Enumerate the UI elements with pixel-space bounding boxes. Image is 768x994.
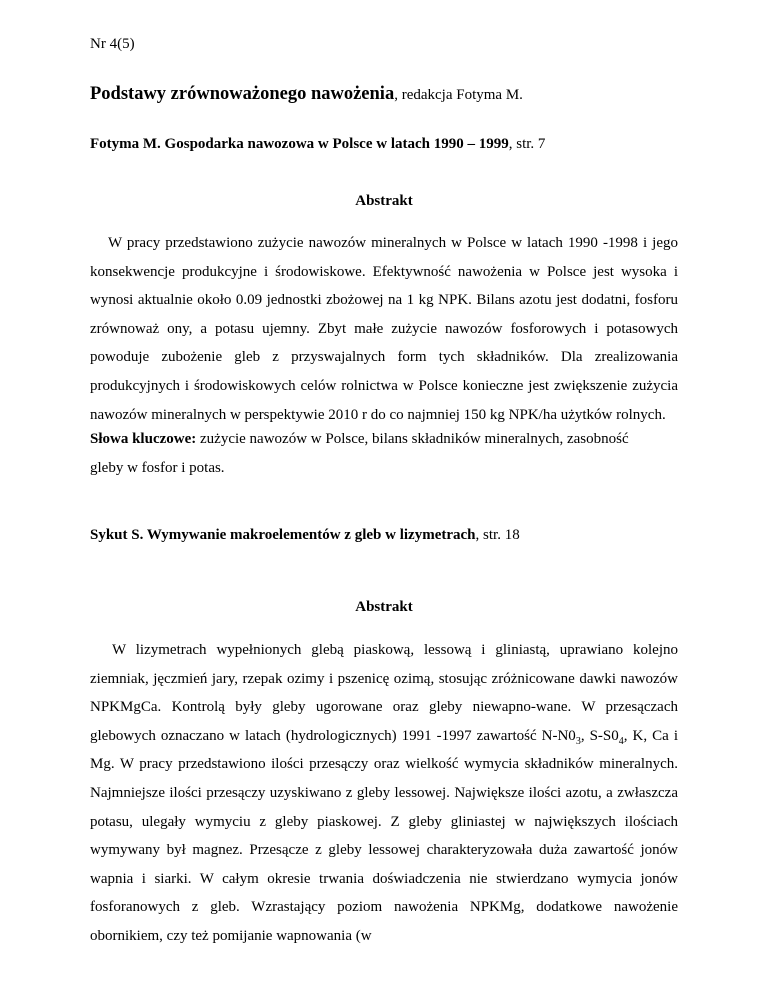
article-2-heading	[90, 527, 520, 544]
keywords-label: Słowa kluczowe:	[90, 431, 197, 447]
nitrate-subscript: 3	[575, 735, 581, 747]
article-1-keywords	[90, 425, 678, 482]
article-2-abstract-heading: Abstrakt	[355, 599, 413, 615]
book-editor: , redakcja Fotyma M.	[394, 87, 523, 103]
article-2-abstract-part3: , K, Ca i Mg. W pracy przedstawiono ilości przesączy oraz wielkość wymycia składników mineralnych. Najmniejsze ilości przesączy uzyskiwano z gleby lessowej. Największe ilości azotu, a zwłaszcza potasu, ulegały wymyciu z gleby piaskowej. Z gleby gliniastej w największych ilościach wymywany był magnez. Przesącze z gleby lessowej charakteryzowała duża zawartość jonów wapnia i siarki. W całym okresie trwania doświadczenia nie stwierdzano wymycia jonów fosforanowych z gleb. Wzrastający poziom nawożenia NPKMg, dodatkowe nawożenie obornikiem, czy też pomijanie wapnowania (w	[90, 727, 678, 944]
issue-number: Nr 4(5)	[90, 36, 135, 52]
article-2-abstract-part1: W lizymetrach wypełnionych glebą piaskową, lessową i gliniastą, uprawiano kolejno ziemniak, jęczmień jary, rzepak ozimy i pszenicę ozimą, stosując zróżnicowane dawki nawozów NPKMgCa. Kontrolą były gleby ugorowane oraz gleby niewapno-wane. W przesączach glebowych oznaczano w latach (hydrologicznych) 1991 -1997 zawartość N-N0	[90, 642, 678, 744]
article-2-abstract-part2: , S-S0	[580, 727, 619, 744]
keywords-text-cont: gleby w fosfor i potas.	[90, 459, 225, 476]
article-1-abstract-text: W pracy przedstawiono zużycie nawozów mineralnych w Polsce w latach 1990 -1998 i jego konsekwencje produkcyjne i środowiskowe. Efektywność nawożenia w Polsce jest wysoka i wynosi aktualnie około 0.09 jednostki zbożowej na 1 kg NPK. Bilans azotu jest dodatni, fosforu zrównoważ ony, a potasu ujemny. Zbyt małe zużycie nawozów fosforowych i potasowych powoduje zubożenie gleb z przyswajalnych form tych składników. Dla zrealizowania produkcyjnych i środowiskowych celów rolnictwa w Polsce konieczne jest zwiększenie zużycia nawozów mineralnych w perspektywie 2010 r do co najmniej 150 kg NPK/ha użytków rolnych.	[90, 235, 678, 423]
article-2-author-title: Sykut S. Wymywanie makroelementów z gleb w lizymetrach	[90, 527, 476, 543]
article-1-abstract	[90, 229, 678, 429]
keywords-text: zużycie nawozów w Polsce, bilans składników mineralnych, zasobność	[196, 431, 629, 447]
article-2-page: , str. 18	[475, 527, 520, 543]
book-title-line	[90, 84, 523, 105]
article-1-page: , str. 7	[508, 136, 546, 152]
sulfate-subscript: 4	[618, 735, 624, 747]
article-1-author-title: Fotyma M. Gospodarka nawozowa w Polsce w latach 1990 – 1999	[90, 136, 509, 152]
article-1-abstract-heading: Abstrakt	[355, 193, 413, 209]
article-2-abstract	[90, 636, 678, 951]
article-1-heading	[90, 136, 545, 153]
book-title: Podstawy zrównoważonego nawożenia	[90, 84, 395, 104]
